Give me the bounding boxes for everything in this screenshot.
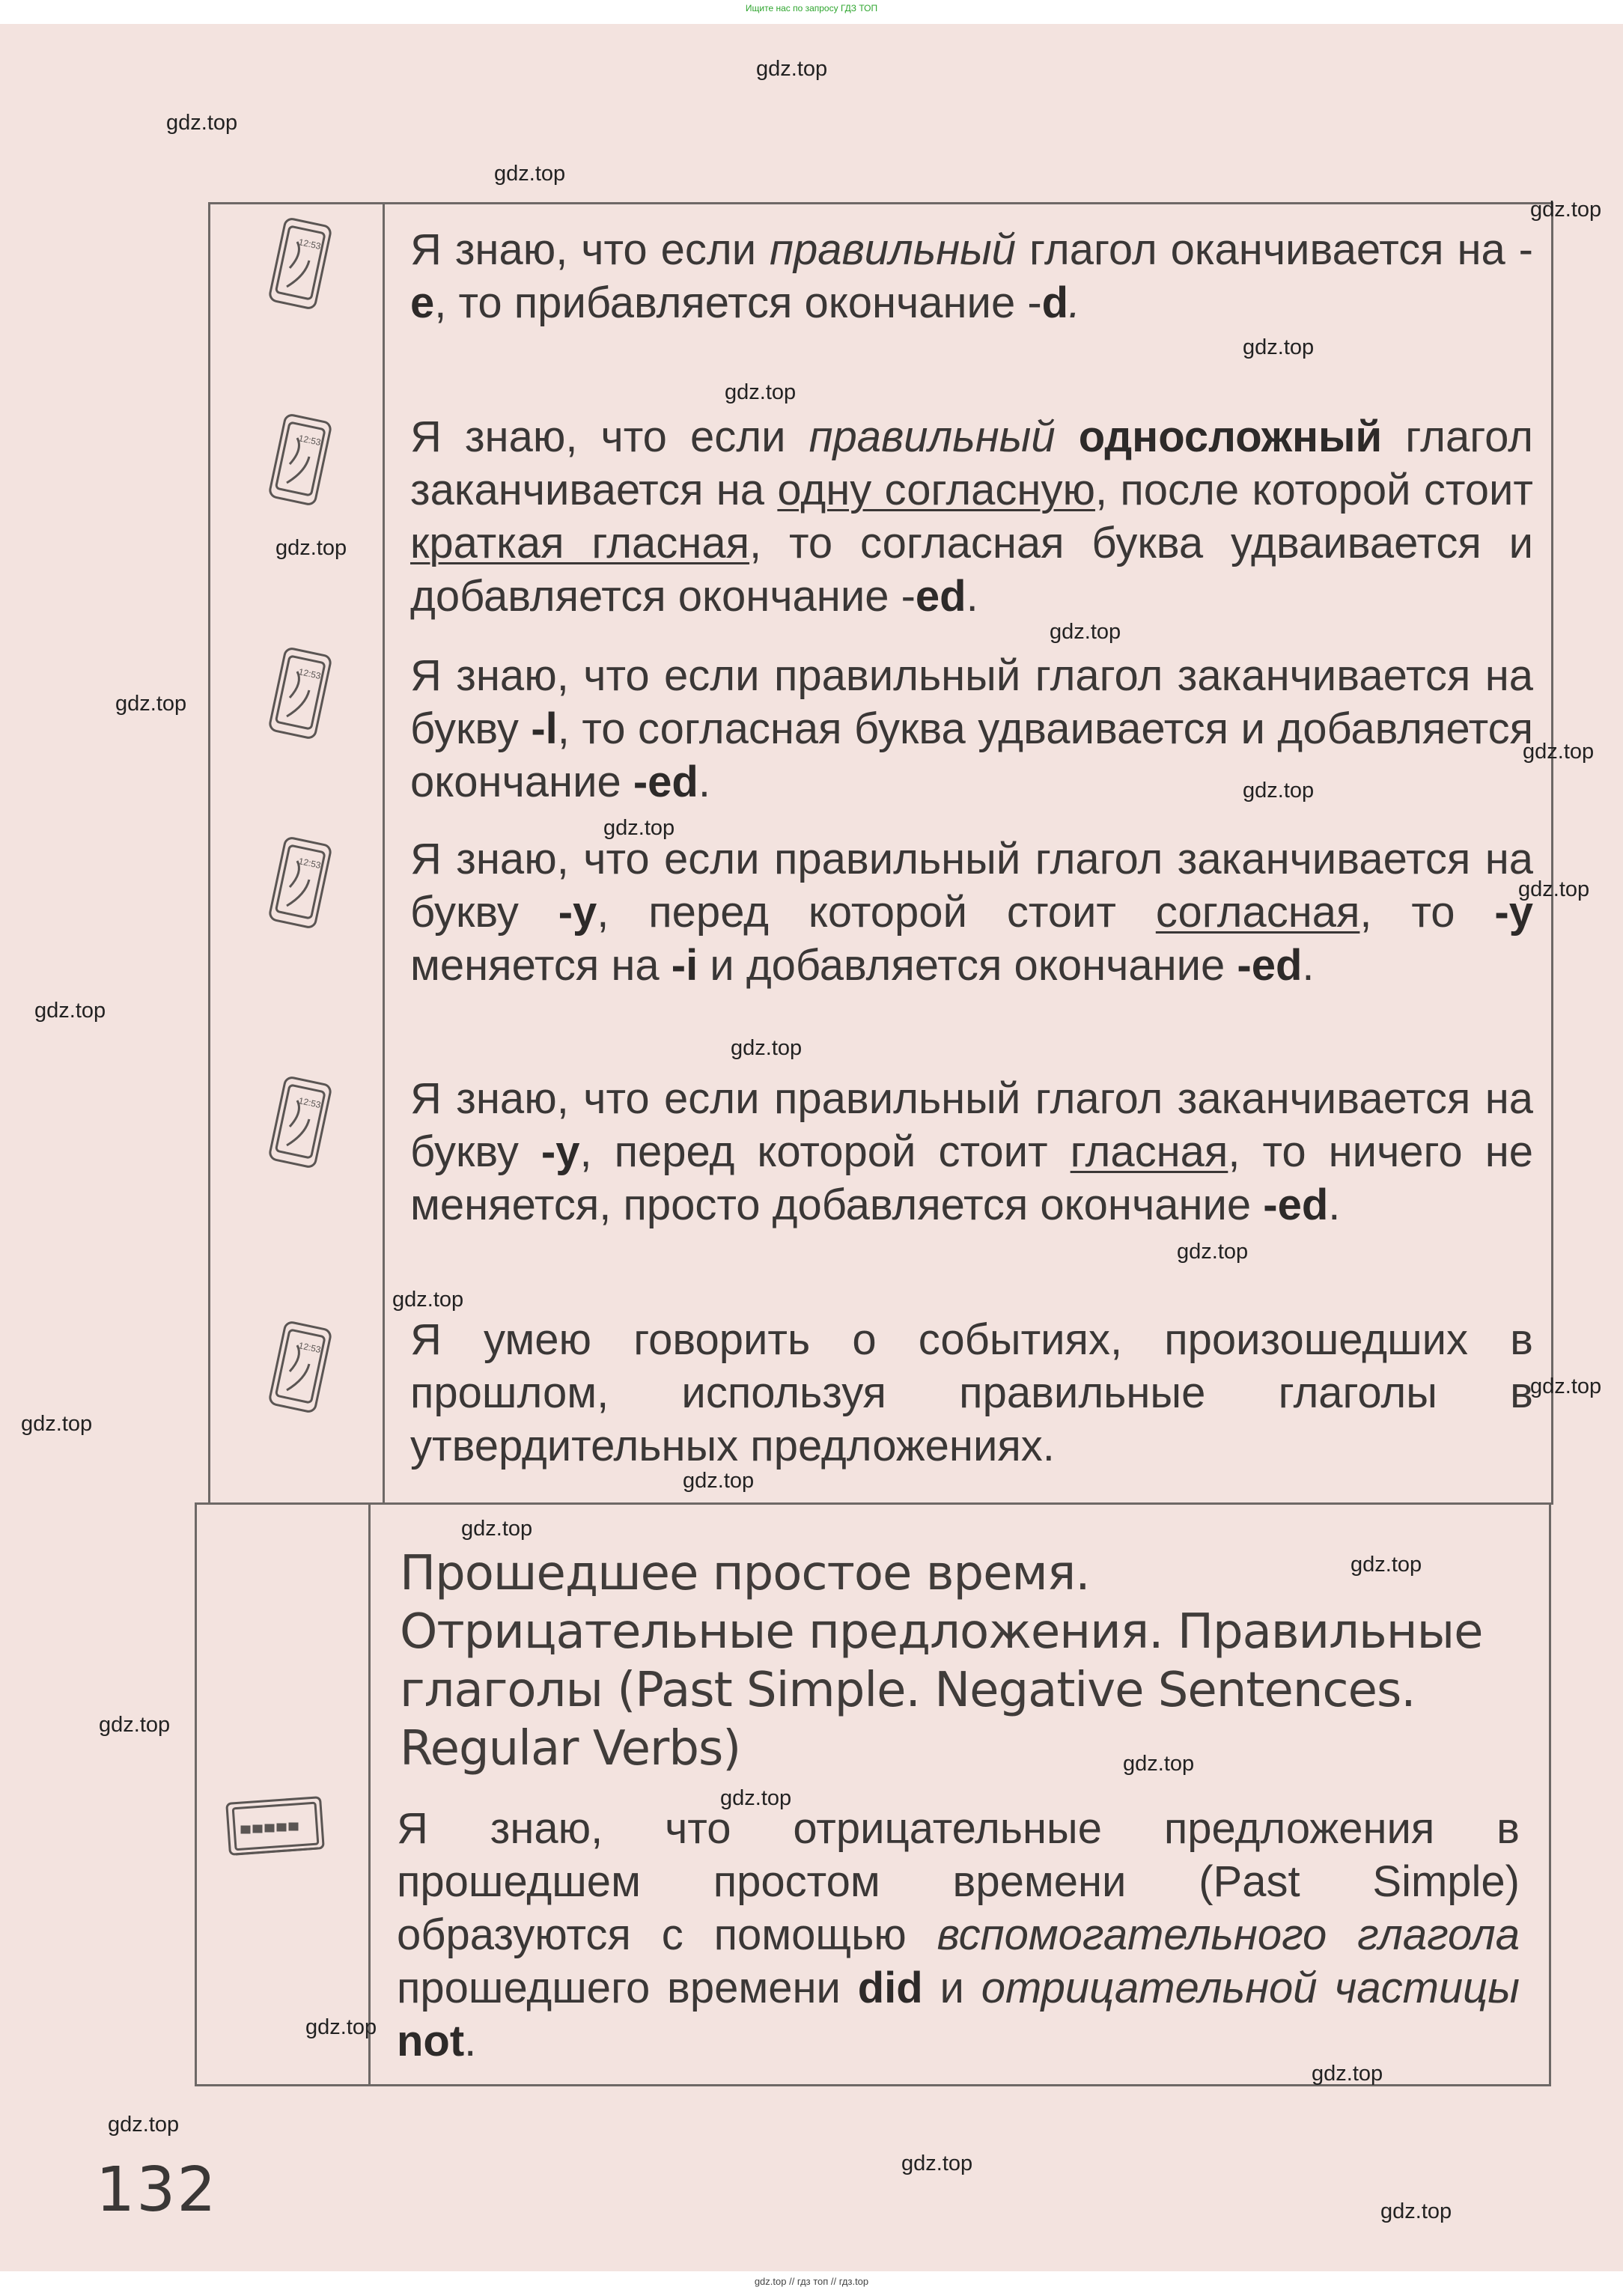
watermark: gdz.top xyxy=(99,1713,171,1737)
rule-text-one-syllable: Я знаю, что если правильный односложный глагол заканчивается на одну согласную, после которой стоит краткая гласная, то согласная буква удваивается и добавляется окончание -ed. xyxy=(410,412,1534,621)
phone-icon xyxy=(258,1319,348,1416)
phone-icon xyxy=(258,216,348,313)
watermark: gdz.top xyxy=(725,380,797,404)
watermark: gdz.top xyxy=(1530,198,1602,222)
watermark: gdz.top xyxy=(1312,2062,1383,2086)
watermark: gdz.top xyxy=(1380,2199,1452,2223)
watermark: gdz.top xyxy=(1123,1752,1195,1776)
watermark: gdz.top xyxy=(731,1036,803,1060)
svg-text:12:53: 12:53 xyxy=(297,433,322,448)
phone-icon xyxy=(258,645,348,743)
watermark: gdz.top xyxy=(392,1288,464,1312)
watermark: gdz.top xyxy=(683,1469,755,1493)
rule-text-y-vowel: Я знаю, что если правильный глагол заканчивается на букву -y, перед которой стоит гласная, то ничего не меняется, просто добавляется окончание -ed. xyxy=(410,1074,1533,1229)
svg-text:12:53: 12:53 xyxy=(297,1095,322,1111)
svg-text:12:53: 12:53 xyxy=(297,666,322,682)
rule-text-e-d: Я знаю, что если правильный глагол оканчивается на -e, то прибавляется окончание -d. xyxy=(410,225,1533,327)
rule-text-l: Я знаю, что если правильный глагол заканчивается на букву -l, то согласная буква удваивается и добавляется окончание -ed. xyxy=(410,651,1533,806)
watermark: gdz.top xyxy=(1351,1553,1422,1577)
phone-icon xyxy=(258,1074,348,1172)
tablet-icon xyxy=(221,1785,333,1868)
watermark: gdz.top xyxy=(108,2113,180,2137)
watermark: gdz.top xyxy=(1243,779,1315,803)
watermark: gdz.top xyxy=(166,111,238,135)
phone-icon xyxy=(258,835,348,932)
rule-text-past-events: Я умею говорить о событиях, произошедших в прошлом, используя правильные глаголы в утвердительных предложениях. xyxy=(410,1315,1533,1470)
rule-text-negative: Я знаю, что отрицательные предложения в прошедшем простом времени (Past Simple) образуются с помощью вспомогательного глагола прошедшего времени did и отрицательной частицы not. xyxy=(397,1804,1520,2065)
phone-icon xyxy=(258,412,348,509)
watermark: gdz.top xyxy=(21,1412,93,1436)
heading-line: Regular Verbs) xyxy=(400,1721,741,1776)
watermark: gdz.top xyxy=(756,57,828,81)
watermark: gdz.top xyxy=(1523,740,1595,764)
svg-text:12:53: 12:53 xyxy=(297,1340,322,1356)
heading-line: Прошедшее простое время. xyxy=(400,1546,1090,1601)
watermark: gdz.top xyxy=(901,2152,973,2175)
watermark: gdz.top xyxy=(494,162,566,186)
watermark: gdz.top xyxy=(1530,1374,1602,1398)
watermark: gdz.top xyxy=(1243,335,1315,359)
watermark: gdz.top xyxy=(461,1517,533,1541)
page-number: 132 xyxy=(96,2155,218,2226)
bottom-banner: gdz.top // гдз топ // гдз.top xyxy=(754,2276,869,2287)
watermark: gdz.top xyxy=(275,536,347,560)
svg-text:12:53: 12:53 xyxy=(297,237,322,252)
watermark: gdz.top xyxy=(720,1786,792,1810)
svg-text:12:53: 12:53 xyxy=(297,856,322,871)
heading-line: глаголы (Past Simple. Negative Sentences. xyxy=(400,1663,1416,1718)
watermark: gdz.top xyxy=(1177,1240,1249,1264)
rule-text-y-consonant: Я знаю, что если правильный глагол заканчивается на букву -y, перед которой стоит согласная, то -y меняется на -i и добавляется окончание -ed. xyxy=(410,835,1533,990)
section-heading xyxy=(400,1544,1523,1778)
heading-line: Отрицательные предложения. Правильные xyxy=(400,1604,1483,1660)
watermark: gdz.top xyxy=(34,999,106,1023)
top-banner: Ищите нас по запросу ГДЗ ТОП xyxy=(745,3,878,13)
watermark: gdz.top xyxy=(305,2015,377,2039)
watermark: gdz.top xyxy=(1050,620,1121,644)
watermark: gdz.top xyxy=(115,692,187,716)
table-divider xyxy=(383,202,385,1505)
table-divider xyxy=(368,1502,371,2086)
watermark: gdz.top xyxy=(603,816,675,840)
watermark: gdz.top xyxy=(1518,877,1590,901)
